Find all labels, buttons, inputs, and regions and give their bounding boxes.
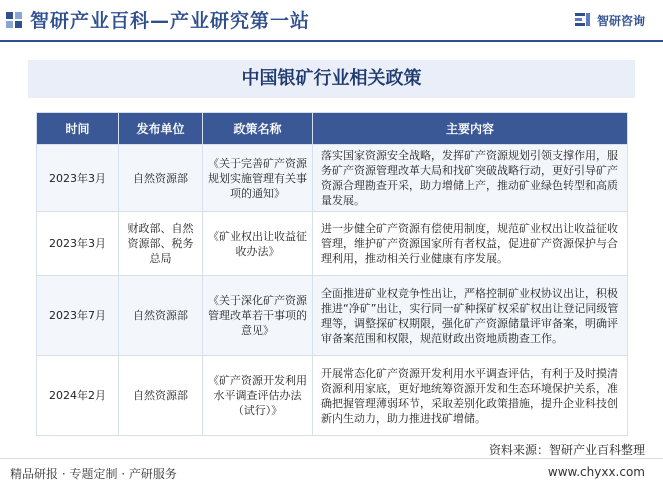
- header-divider: [0, 40, 663, 42]
- footer: [0, 459, 663, 486]
- table-header-row: [37, 113, 628, 145]
- cell-date: 2023年7月: [37, 276, 119, 356]
- footer-services: 精品研报 · 专题定制 · 产研服务: [10, 467, 177, 481]
- cell-date: 2023年3月: [37, 145, 119, 212]
- table-row: [37, 276, 628, 356]
- cell-policy: 《关于完善矿产资源规划实施管理有关事项的通知》: [203, 145, 313, 212]
- brand-logo-icon: [574, 11, 592, 29]
- source-note: 资料来源：智研产业百科整理: [488, 443, 645, 457]
- column-header-policy: 政策名称: [203, 113, 313, 145]
- cell-content: 开展常态化矿产资源开发利用水平调查评估，有利于及时摸清资源利用家底，更好地统筹资源开发和生态环境保护关系，准确把握管理薄弱环节，采取差别化政策措施，提升企业科技创新内生动力，助力推进找矿增储。: [313, 356, 628, 436]
- cell-content: 全面推进矿业权竞争性出让，严格控制矿业权协议出让，积极推进“净矿”出让，实行同一矿种探矿权采矿权出让登记同级管理等，调整探矿权期限，强化矿产资源储量评审备案，明确评审备案范围和权限，规范财政出资地质勘查工作。: [313, 276, 628, 356]
- table-row: [37, 212, 628, 276]
- table-row: [37, 145, 628, 212]
- column-header-date: 时间: [37, 113, 119, 145]
- cell-date: 2024年2月: [37, 356, 119, 436]
- table-row: [37, 356, 628, 436]
- site-title: 智研产业百科—产业研究第一站: [30, 10, 311, 32]
- heading-band: [28, 60, 635, 98]
- cell-policy: 《矿业权出让收益征收办法》: [203, 212, 313, 276]
- brand-name: 智研咨询: [596, 13, 645, 28]
- page-title: 中国银矿行业相关政策: [241, 68, 422, 89]
- title-squares-icon: [6, 12, 22, 28]
- cell-publisher: 自然资源部: [119, 356, 203, 436]
- cell-publisher: 自然资源部: [119, 276, 203, 356]
- policy-table: [36, 112, 628, 436]
- cell-policy: 《矿产资源开发利用水平调查评估办法（试行）》: [203, 356, 313, 436]
- footer-website-link[interactable]: www.chyxx.com: [547, 465, 645, 479]
- top-bar: [0, 0, 663, 40]
- column-header-publisher: 发布单位: [119, 113, 203, 145]
- brand[interactable]: [574, 10, 645, 30]
- cell-policy: 《关于深化矿产资源管理改革若干事项的意见》: [203, 276, 313, 356]
- cell-publisher: 财政部、自然资源部、税务总局: [119, 212, 203, 276]
- cell-publisher: 自然资源部: [119, 145, 203, 212]
- cell-date: 2023年3月: [37, 212, 119, 276]
- cell-content: 进一步健全矿产资源有偿使用制度，规范矿业权出让收益征收管理，维护矿产资源国家所有者权益，促进矿产资源保护与合理利用，推动相关行业健康有序发展。: [313, 212, 628, 276]
- column-header-content: 主要内容: [313, 113, 628, 145]
- cell-content: 落实国家资源安全战略，发挥矿产资源规划引领支撑作用，服务矿产资源管理改革大局和找矿突破战略行动，更好引导矿产资源合理勘查开采，助力增储上产，推动矿业绿色转型和高质量发展。: [313, 145, 628, 212]
